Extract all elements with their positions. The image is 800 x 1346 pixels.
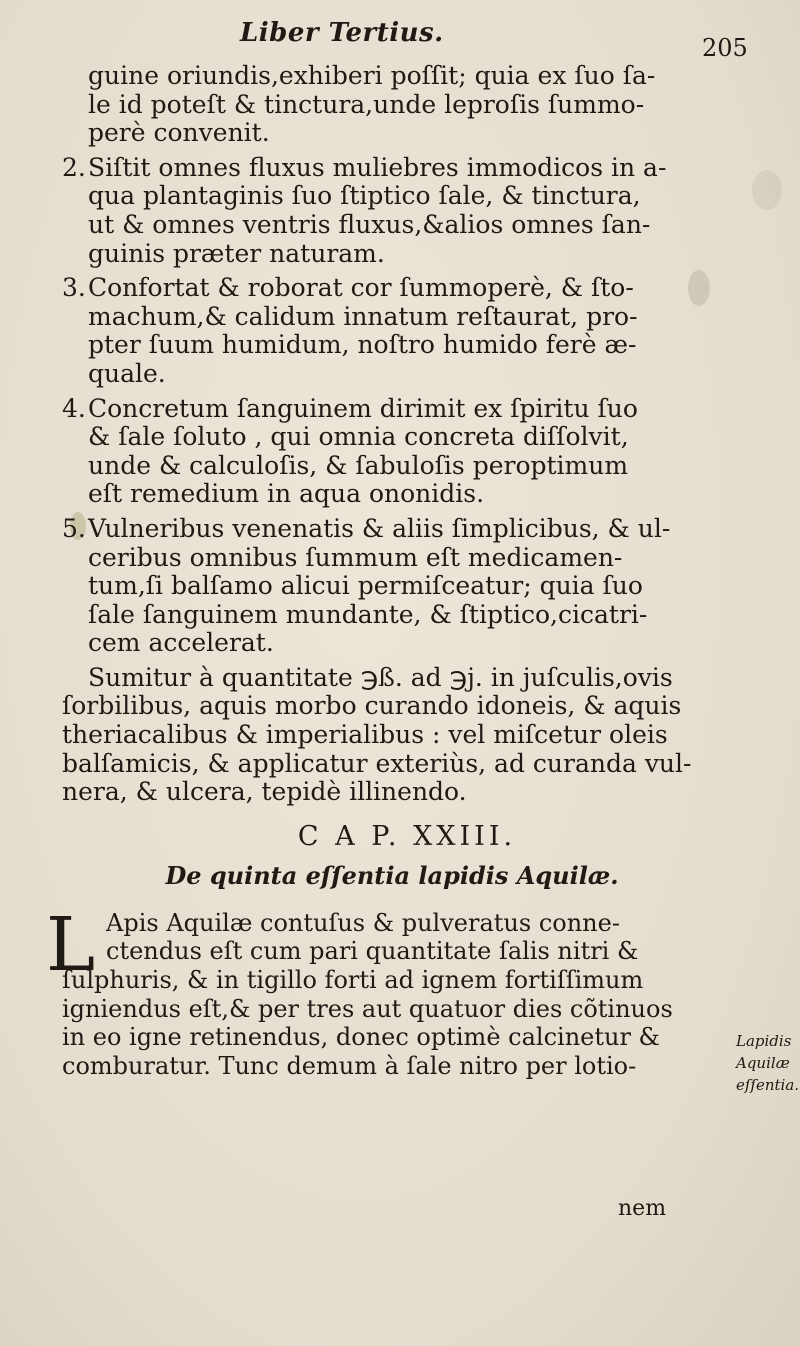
catchword: nem <box>618 1196 667 1221</box>
text-line: guinis præter naturam. <box>88 238 385 268</box>
text-line: quale. <box>88 358 166 388</box>
running-title: Liber Tertius. <box>240 18 444 48</box>
text-line: eſt remedium in aqua ononidis. <box>88 479 485 509</box>
text-line: Sumitur à quantitate ℈ß. ad ℈j. in juſculis,ovis <box>88 662 673 692</box>
text-line: theriacalibus & imperialibus : vel miſcetur oleis <box>62 720 668 750</box>
text-line: guine oriundis,exhiberi poſſit; quia ex ſuo ſa- <box>88 61 656 90</box>
text-line: Confortat & roborat cor ſummoperè, & ſto- <box>88 273 634 303</box>
numbered-item <box>62 395 722 509</box>
text-line: ſale ſanguinem mundante, & ſtiptico,cicatri- <box>88 599 648 629</box>
text-line: balſamicis, & applicatur exteriùs, ad curanda vul- <box>62 748 692 778</box>
text-line: tum,ſi balſamo alicui permiſceatur; quia ſuo <box>88 571 643 601</box>
text-line: igniendus eſt,& per tres aut quatuor dies cõtinuos <box>62 994 673 1023</box>
text-line: pter ſuum humidum, noſtro humido ferè æ- <box>88 330 637 360</box>
page-number: 205 <box>702 34 748 62</box>
dose-paragraph <box>62 664 722 807</box>
text-line: cem accelerat. <box>88 628 274 658</box>
text-line: ctendus eſt cum pari quantitate ſalis nitri & <box>106 937 639 966</box>
text-line: in eo igne retinendus, donec optimè calcinetur & <box>62 1023 660 1052</box>
chapter-title: De quinta eſſentia lapidis Aquilæ. <box>165 860 619 890</box>
text-line: nera, & ulcera, tepidè illinendo. <box>62 777 467 807</box>
text-line: & ſale ſoluto , qui omnia concreta diſſolvit, <box>88 422 629 452</box>
text-line: ut & omnes ventris fluxus,&alios omnes ſan- <box>88 209 651 239</box>
item-number: 5. <box>62 513 86 543</box>
margin-note <box>736 1030 800 1096</box>
margin-note-line: Aquilæ <box>736 1054 790 1072</box>
chapter-paragraph <box>46 901 722 1081</box>
text-line: machum,& calidum innatum reſtaurat, pro- <box>88 301 638 331</box>
text-line: unde & calculoſis, & ſabuloſis peroptimum <box>88 450 629 480</box>
paper-stain <box>752 170 782 210</box>
numbered-item <box>62 154 722 268</box>
text-line: ceribus omnibus ſummum eſt medicamen- <box>88 542 623 572</box>
item-number: 3. <box>62 273 86 303</box>
margin-note-line: eſſentia. <box>736 1076 800 1094</box>
text-line: perè convenit. <box>88 118 270 148</box>
text-line: Apis Aquilæ contuſus & pulveratus conne- <box>106 908 620 937</box>
text-line: Siſtit omnes fluxus muliebres immodicos in a- <box>88 152 667 182</box>
text-line: ſulphuris, & in tigillo forti ad ignem fortiſſimum <box>62 966 644 995</box>
text-line: Concretum ſanguinem dirimit ex ſpiritu ſuo <box>88 393 638 423</box>
text-line: ſorbilibus, aquis morbo curando idoneis, & aquis <box>62 691 682 721</box>
numbered-item <box>62 274 722 388</box>
chapter-heading: C A P. XXIII. <box>297 820 517 852</box>
text-line: comburatur. Tunc demum à ſale nitro per lotio- <box>62 1051 637 1080</box>
page-header <box>0 10 800 62</box>
text-line: le id poteſt & tinctura,unde leproſis ſummo- <box>88 89 645 119</box>
text-line: qua plantaginis ſuo ſtiptico ſale, & tinctura, <box>88 181 641 211</box>
numbered-item <box>62 515 722 658</box>
text-block <box>46 61 722 1080</box>
drop-cap: L <box>46 901 96 988</box>
text-line: Vulneribus venenatis & aliis ſimplicibus, & ul- <box>88 513 671 543</box>
item-number: 2. <box>62 152 86 182</box>
item-number: 4. <box>62 393 86 423</box>
margin-note-line: Lapidis <box>736 1032 792 1050</box>
